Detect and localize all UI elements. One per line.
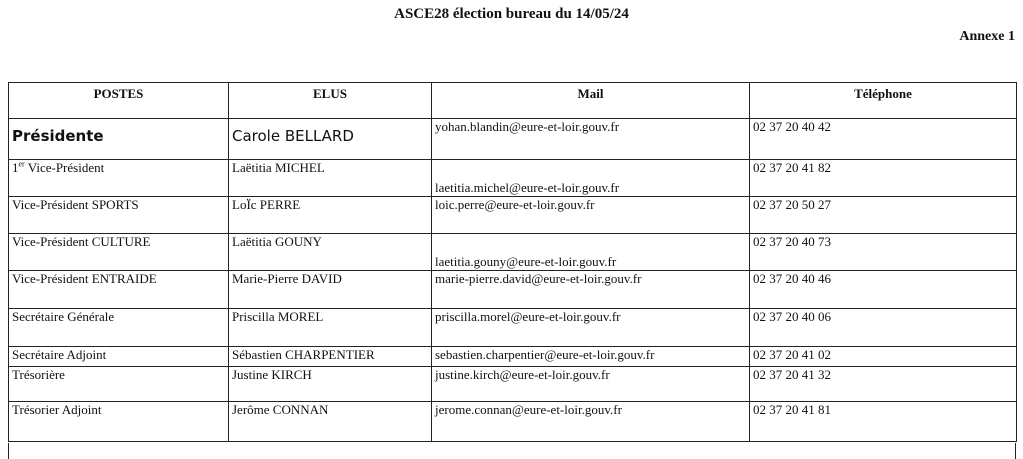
mail-cell: laetitia.michel@eure-et-loir.gouv.fr	[432, 160, 750, 197]
mail-cell: jerome.connan@eure-et-loir.gouv.fr	[432, 402, 750, 442]
table-row	[9, 367, 1017, 402]
table-row	[9, 309, 1017, 347]
poste-cell: Secrétaire Générale	[9, 309, 229, 347]
elu-cell: Jerôme CONNAN	[229, 402, 432, 442]
poste-label: Vice-Président	[27, 160, 105, 175]
table-row	[9, 160, 1017, 197]
poste-cell: Vice-Président ENTRAIDE	[9, 271, 229, 309]
elu-cell: Laëtitia MICHEL	[229, 160, 432, 197]
table-row	[9, 197, 1017, 234]
telephone-cell: 02 37 20 40 42	[750, 119, 1017, 160]
poste-cell	[9, 160, 229, 197]
poste-number: 1	[12, 160, 19, 175]
telephone-cell: 02 37 20 41 02	[750, 347, 1017, 367]
header-mail: Mail	[432, 83, 750, 119]
table-continuation	[8, 443, 1016, 459]
elu-cell: Priscilla MOREL	[229, 309, 432, 347]
table-row	[9, 234, 1017, 271]
elu-cell: LoÏc PERRE	[229, 197, 432, 234]
bureau-table	[8, 82, 1017, 442]
poste-cell: Présidente	[9, 119, 229, 160]
elu-cell: Carole BELLARD	[229, 119, 432, 160]
telephone-cell: 02 37 20 41 81	[750, 402, 1017, 442]
elu-cell: Sébastien CHARPENTIER	[229, 347, 432, 367]
mail-cell: justine.kirch@eure-et-loir.gouv.fr	[432, 367, 750, 402]
table-row	[9, 347, 1017, 367]
table-row	[9, 119, 1017, 160]
elu-cell: Laëtitia GOUNY	[229, 234, 432, 271]
telephone-cell: 02 37 20 40 46	[750, 271, 1017, 309]
poste-cell: Trésorier Adjoint	[9, 402, 229, 442]
elu-cell: Marie-Pierre DAVID	[229, 271, 432, 309]
table-row	[9, 271, 1017, 309]
telephone-cell: 02 37 20 40 73	[750, 234, 1017, 271]
elu-cell: Justine KIRCH	[229, 367, 432, 402]
poste-cell: Vice-Président SPORTS	[9, 197, 229, 234]
document-title: ASCE28 élection bureau du 14/05/24	[394, 6, 629, 22]
poste-cell: Secrétaire Adjoint	[9, 347, 229, 367]
header-elus: ELUS	[229, 83, 432, 119]
telephone-cell: 02 37 20 41 82	[750, 160, 1017, 197]
mail-cell: priscilla.morel@eure-et-loir.gouv.fr	[432, 309, 750, 347]
telephone-cell: 02 37 20 50 27	[750, 197, 1017, 234]
mail-cell: yohan.blandin@eure-et-loir.gouv.fr	[432, 119, 750, 160]
mail-cell: sebastien.charpentier@eure-et-loir.gouv.fr	[432, 347, 750, 367]
poste-ordinal: er	[18, 159, 25, 169]
header-postes: POSTES	[9, 83, 229, 119]
poste-cell: Trésorière	[9, 367, 229, 402]
mail-cell: laetitia.gouny@eure-et-loir.gouv.fr	[432, 234, 750, 271]
mail-cell: loic.perre@eure-et-loir.gouv.fr	[432, 197, 750, 234]
mail-cell: marie-pierre.david@eure-et-loir.gouv.fr	[432, 271, 750, 309]
poste-cell: Vice-Président CULTURE	[9, 234, 229, 271]
telephone-cell: 02 37 20 40 06	[750, 309, 1017, 347]
annexe-label: Annexe 1	[959, 29, 1015, 44]
header-telephone: Téléphone	[750, 83, 1017, 119]
table-row	[9, 402, 1017, 442]
table-header-row	[9, 83, 1017, 119]
telephone-cell: 02 37 20 41 32	[750, 367, 1017, 402]
